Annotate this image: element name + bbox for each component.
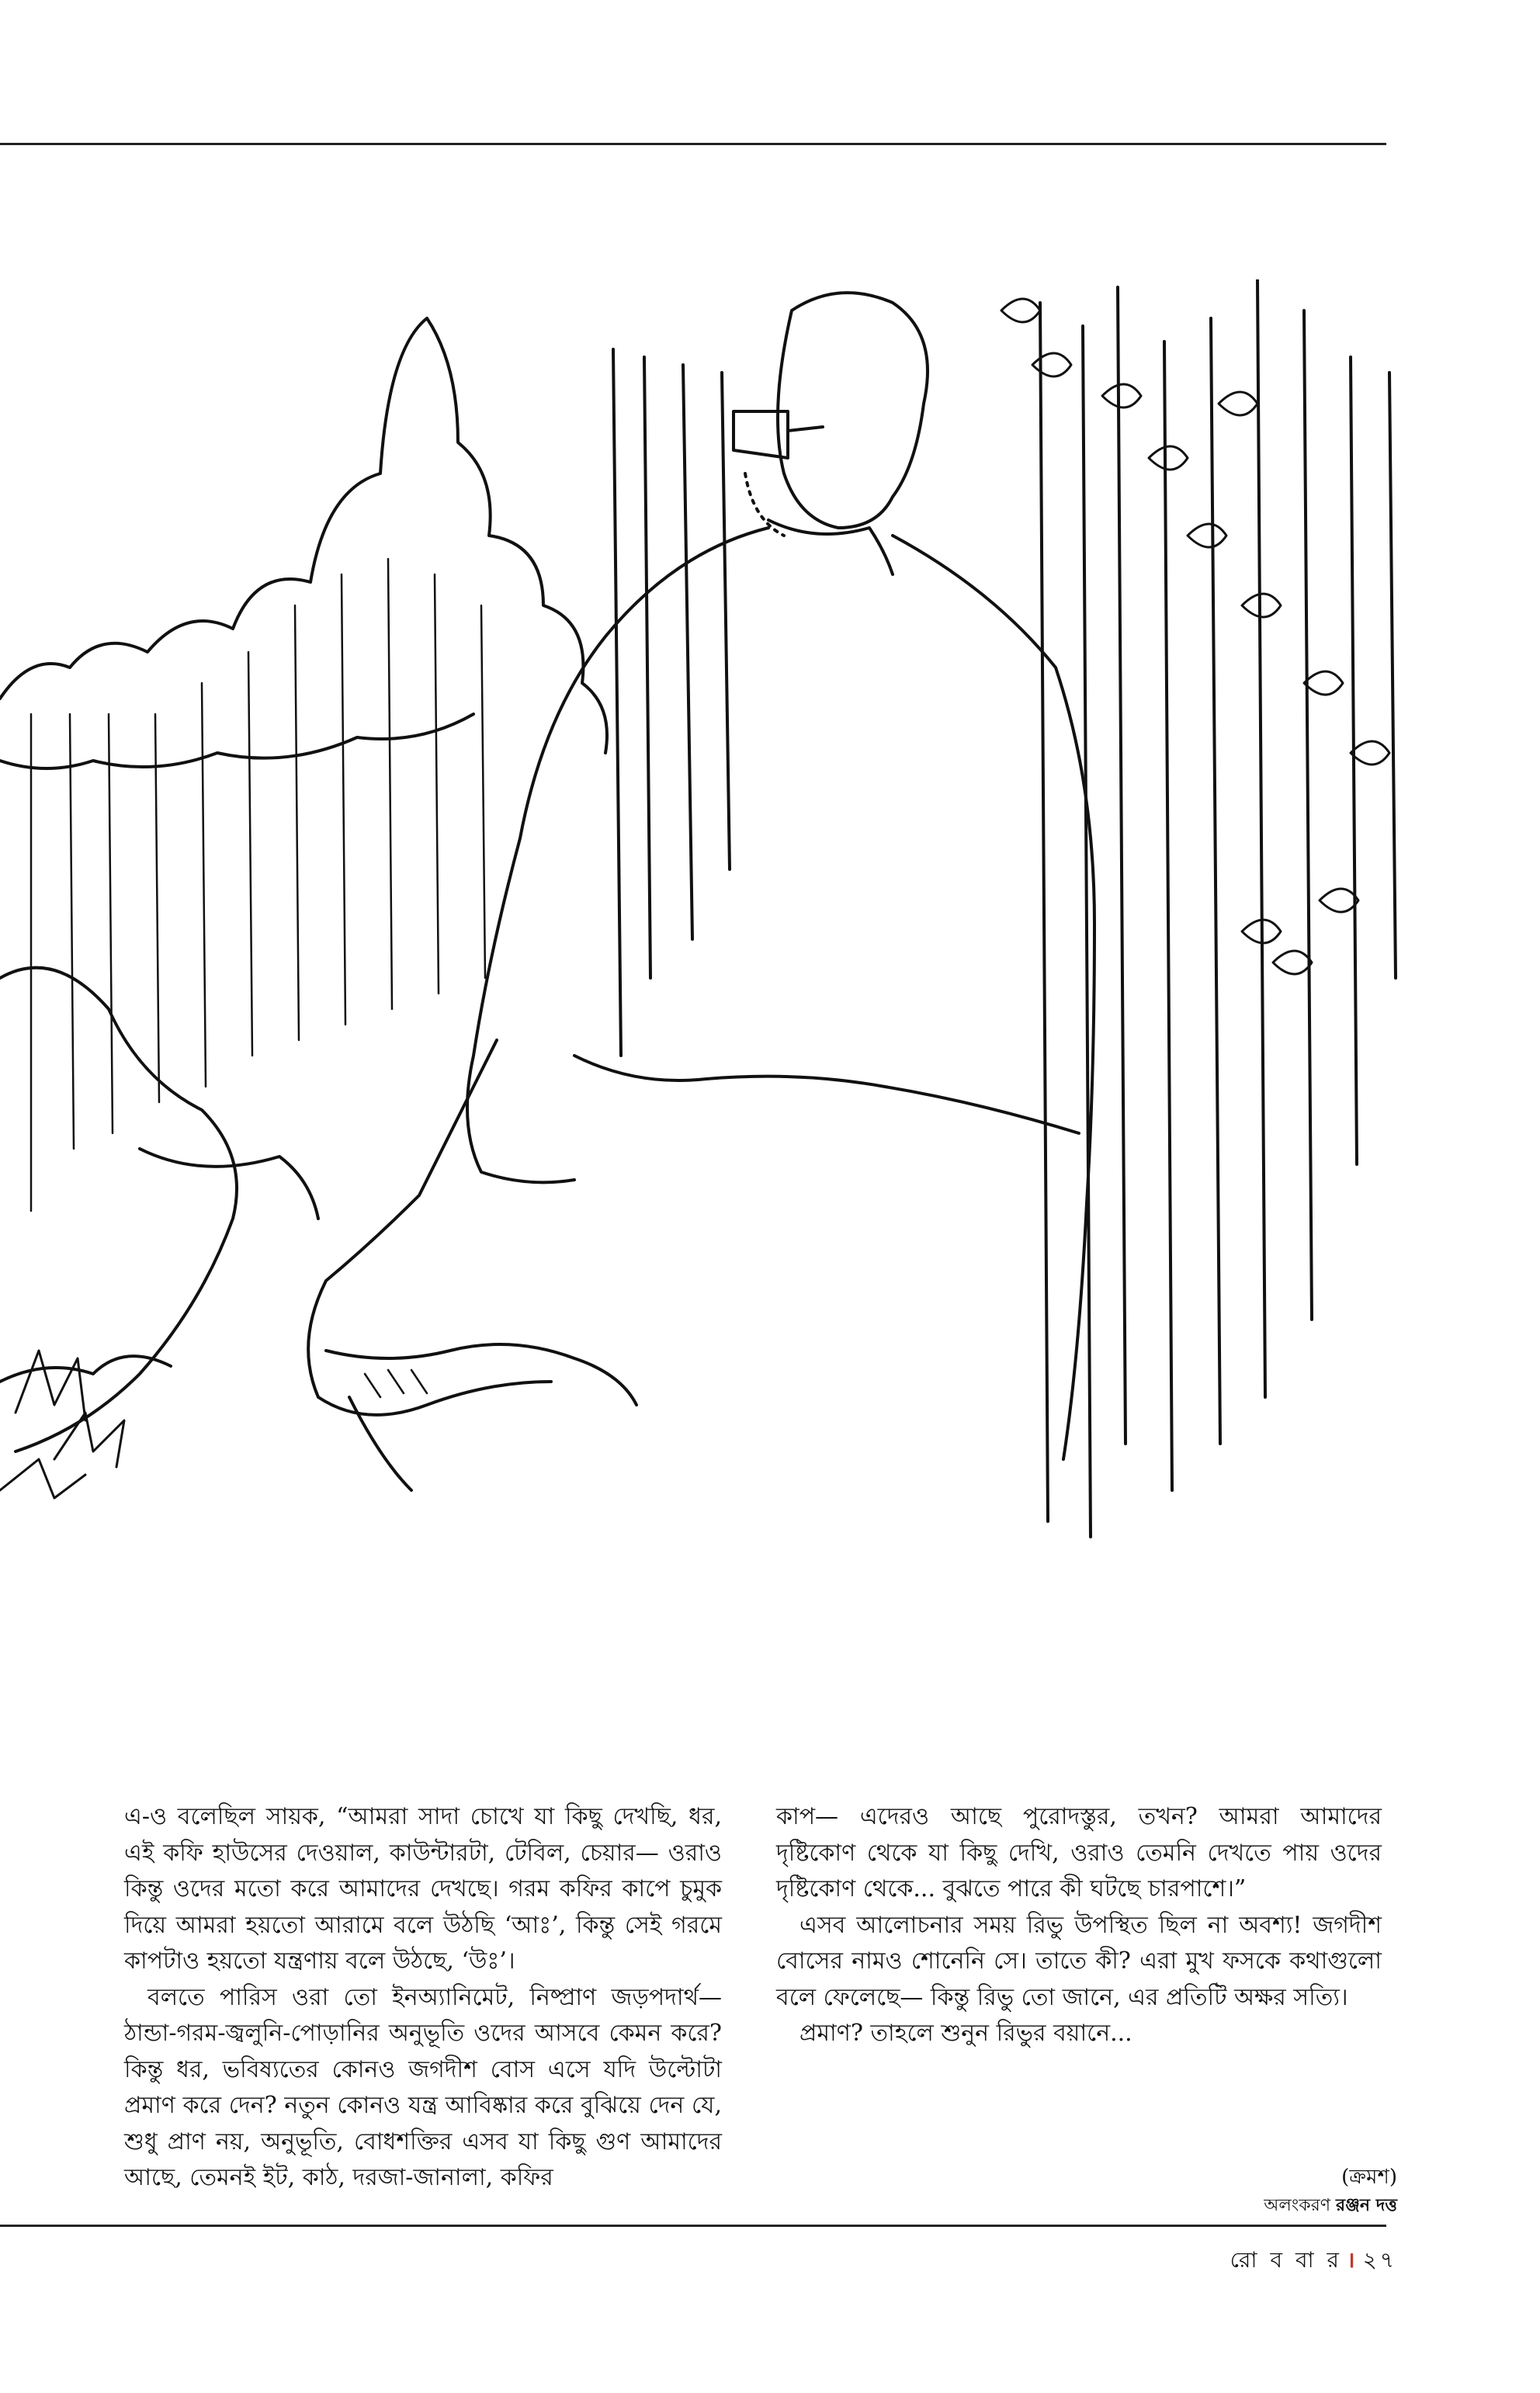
credit-name: রঞ্জন দত্ত (1336, 2195, 1397, 2215)
footer-separator: । (1346, 2247, 1358, 2273)
to-be-continued-note: (ক্রমশ) (1341, 2166, 1397, 2189)
illustration-credit (1071, 2192, 1397, 2221)
article-paragraph: বলতে পারিস ওরা তো ইনঅ্যানিমেট, নিষ্প্রাণ জড়পদার্থ— ঠান্ডা-গরম-জ্বলুনি-পোড়ানির অনুভূতি ওদের আসবে কেমন করে? কিন্তু ধর, ভবিষ্যতের কোনও জগদীশ বোস এসে যদি উল্টোটা প্রমাণ করে দেন? নতুন কোনও যন্ত্র আবিষ্কার করে বুঝিয়ে দেন যে, শুধু প্রাণ নয়, অনুভূতি, বোধশক্তির এসব যা কিছু গুণ আমাদের আছে, তেমনই ইট, কাঠ, দরজা-জানালা, কফির (124, 1983, 722, 2191)
article-paragraph: এসব আলোচনার সময় রিভু উপস্থিত ছিল না অবশ্য! জগদীশ বোসের নামও শোনেনি সে। তাতে কী? এরা মুখ ফসকে কথাগুলো বলে ফেলেছে— কিন্তু রিভু তো জানে, এর প্রতিটি অক্ষর সত্যি। (776, 1911, 1382, 2011)
top-rule (0, 143, 1386, 145)
credit-label: অলংকরণ (1264, 2196, 1331, 2215)
article-paragraph: কাপ— এদেরও আছে পুরোদস্তুর, তখন? আমরা আমাদের দৃষ্টিকোণ থেকে যা কিছু দেখি, ওরাও তেমনি দেখতে পায় ওদের দৃষ্টিকোণ থেকে... বুঝতে পারে কী ঘটছে চারপাশে।” (776, 1803, 1382, 1902)
bottom-rule (0, 2225, 1386, 2227)
forest-man-illustration-icon (0, 279, 1467, 1646)
page-footer (1164, 2243, 1397, 2280)
page-number: ২৭ (1362, 2247, 1397, 2273)
article-column-left (124, 1799, 722, 2197)
article-paragraph: এ-ও বলেছিল সায়ক, “আমরা সাদা চোখে যা কিছু দেখছি, ধর, এই কফি হাউসের দেওয়াল, কাউন্টারটা, টেবিল, চেয়ার— ওরাও কিন্তু ওদের মতো করে আমাদের দেখছে। গরম কফির কাপে চুমুক দিয়ে আমরা হয়তো আরামে বলে উঠছি ‘আঃ’, কিন্তু সেই গরমে কাপটাও হয়তো যন্ত্রণায় বলে উঠছে, ‘উঃ’। (124, 1803, 722, 1975)
article-column-right (776, 1799, 1382, 2052)
article-paragraph: প্রমাণ? তাহলে শুনুন রিভুর বয়ানে... (799, 2020, 1132, 2047)
magazine-name: রো ব বা র (1230, 2247, 1342, 2273)
